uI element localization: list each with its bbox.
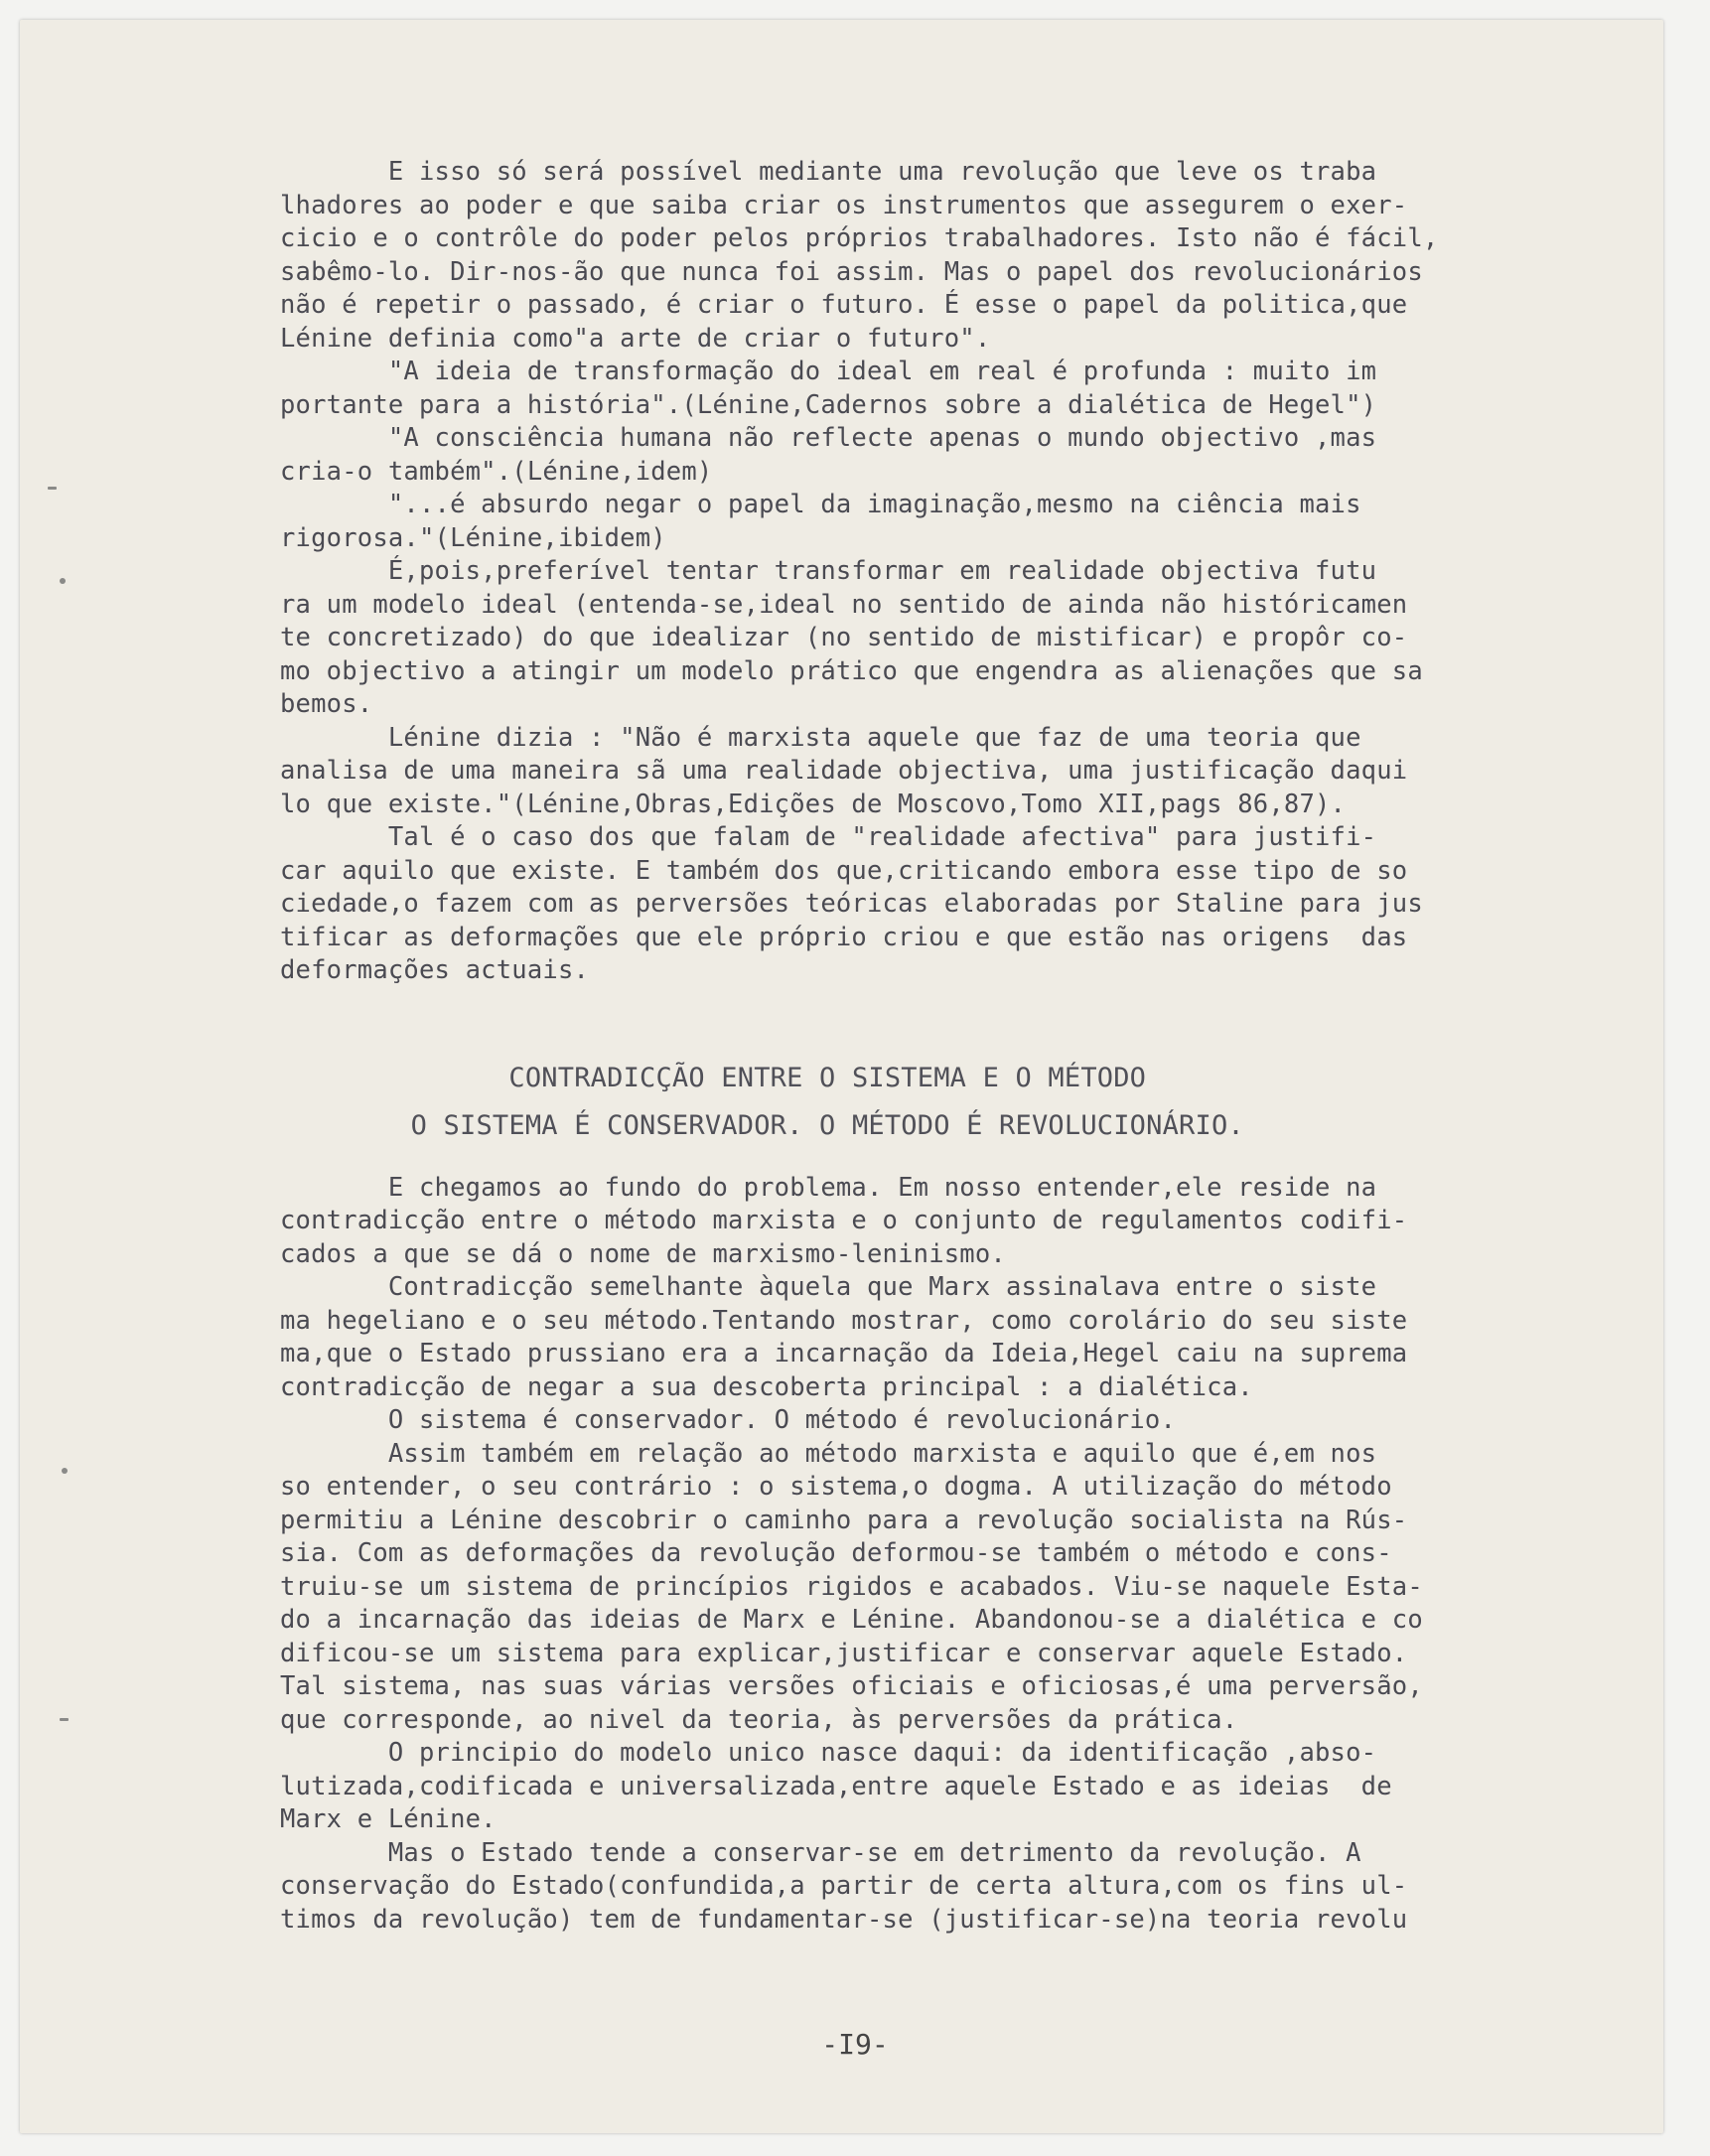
text-line: rigorosa."(Lénine,ibidem) bbox=[280, 522, 666, 553]
text-line: sia. Com as deformações da revolução deformou-se também o método e cons- bbox=[280, 1538, 1392, 1568]
spacer bbox=[280, 1021, 1611, 1055]
typed-text-body bbox=[280, 156, 1611, 1937]
text-line: E isso só será possível mediante uma revolução que leve os traba bbox=[280, 157, 1377, 187]
margin-mark bbox=[60, 1718, 69, 1721]
text-line: deformações actuais. bbox=[280, 955, 590, 985]
text-line: bemos. bbox=[280, 689, 373, 719]
margin-mark bbox=[60, 578, 66, 584]
text-line: lo que existe."(Lénine,Obras,Edições de Moscovo,Tomo XII,pags 86,87). bbox=[280, 789, 1347, 819]
text-line: conservação do Estado(confundida,a partir de certa altura,com os fins ul- bbox=[280, 1871, 1408, 1901]
text-line: permitiu a Lénine descobrir o caminho para a revolução socialista na Rús- bbox=[280, 1505, 1408, 1535]
text-line: dificou-se um sistema para explicar,justificar e conservar aquele Estado. bbox=[280, 1638, 1408, 1668]
text-line: te concretizado) do que idealizar (no sentido de mistificar) e propôr co- bbox=[280, 623, 1408, 652]
spacer bbox=[280, 988, 1611, 1022]
text-line: cicio e o contrôle do poder pelos próprios trabalhadores. Isto não é fácil, bbox=[280, 223, 1439, 253]
text-line: não é repetir o passado, é criar o futuro. É esse o papel da politica,que bbox=[280, 290, 1408, 320]
text-line: É,pois,preferível tentar transformar em realidade objectiva futu bbox=[280, 556, 1377, 586]
text-line: "A consciência humana não reflecte apenas o mundo objectivo ,mas bbox=[280, 423, 1377, 453]
paragraphs-after-heading bbox=[280, 1172, 1611, 1938]
page-number: -I9- bbox=[821, 2028, 889, 2061]
text-line: mo objectivo a atingir um modelo prático que engendra as alienações que sa bbox=[280, 655, 1423, 686]
text-line: ma hegeliano e o seu método.Tentando mostrar, como corolário do seu siste bbox=[280, 1305, 1408, 1336]
paragraphs-before-heading bbox=[280, 156, 1611, 988]
text-line: lutizada,codificada e universalizada,entre aquele Estado e as ideias de bbox=[280, 1771, 1392, 1801]
margin-mark bbox=[62, 1468, 68, 1474]
text-line: analisa de uma maneira sã uma realidade objectiva, uma justificação daqui bbox=[280, 756, 1408, 786]
text-line: Contradicção semelhante àquela que Marx assinalava entre o siste bbox=[280, 1272, 1377, 1302]
text-line: ciedade,o fazem com as perversões teóricas elaboradas por Staline para jus bbox=[280, 889, 1423, 919]
text-line: cria-o também".(Lénine,idem) bbox=[280, 456, 713, 487]
section-heading bbox=[280, 1055, 1611, 1150]
heading-line-2: O SISTEMA É CONSERVADOR. O MÉTODO É REVOLUCIONÁRIO. bbox=[280, 1109, 1244, 1141]
text-line: cados a que se dá o nome de marxismo-leninismo. bbox=[280, 1238, 1006, 1269]
text-line: O principio do modelo unico nasce daqui: da identificação ,abso- bbox=[280, 1738, 1377, 1768]
text-line: Tal sistema, nas suas várias versões oficiais e oficiosas,é uma perversão, bbox=[280, 1671, 1423, 1701]
text-line: Mas o Estado tende a conservar-se em detrimento da revolução. A bbox=[280, 1837, 1361, 1868]
text-line: so entender, o seu contrário : o sistema,o dogma. A utilização do método bbox=[280, 1472, 1392, 1502]
text-line: Assim também em relação ao método marxista e aquilo que é,em nos bbox=[280, 1438, 1377, 1469]
text-line: Lénine definia como"a arte de criar o futuro". bbox=[280, 323, 991, 354]
text-line: lhadores ao poder e que saiba criar os instrumentos que assegurem o exer- bbox=[280, 190, 1408, 220]
margin-mark bbox=[48, 487, 57, 490]
text-line: "...é absurdo negar o papel da imaginação,mesmo na ciência mais bbox=[280, 490, 1361, 519]
text-line: timos da revolução) tem de fundamentar-se (justificar-se)na teoria revolu bbox=[280, 1904, 1408, 1935]
text-line: O sistema é conservador. O método é revolucionário. bbox=[280, 1405, 1177, 1435]
text-line: car aquilo que existe. E também dos que,criticando embora esse tipo de so bbox=[280, 855, 1408, 886]
text-line: sabêmo-lo. Dir-nos-ão que nunca foi assim. Mas o papel dos revolucionários bbox=[280, 256, 1423, 287]
text-line: contradicção entre o método marxista e o conjunto de regulamentos codifi- bbox=[280, 1206, 1408, 1235]
text-line: ra um modelo ideal (entenda-se,ideal no sentido de ainda não históricamen bbox=[280, 589, 1408, 620]
text-line: portante para a história".(Lénine,Cadernos sobre a dialética de Hegel") bbox=[280, 389, 1377, 420]
spacer bbox=[280, 1150, 1611, 1172]
heading-line-1: CONTRADICÇÃO ENTRE O SISTEMA E O MÉTODO bbox=[280, 1062, 1147, 1093]
text-line: que corresponde, ao nivel da teoria, às perversões da prática. bbox=[280, 1704, 1238, 1735]
text-line: E chegamos ao fundo do problema. Em nosso entender,ele reside na bbox=[280, 1172, 1377, 1203]
text-line: Lénine dizia : "Não é marxista aquele que faz de uma teoria que bbox=[280, 722, 1361, 753]
text-line: truiu-se um sistema de princípios rigidos e acabados. Viu-se naquele Esta- bbox=[280, 1571, 1423, 1602]
text-line: tificar as deformações que ele próprio criou e que estão nas origens das bbox=[280, 922, 1408, 952]
text-line: do a incarnação das ideias de Marx e Lénine. Abandonou-se a dialética e co bbox=[280, 1605, 1423, 1635]
text-line: contradicção de negar a sua descoberta principal : a dialética. bbox=[280, 1371, 1253, 1402]
text-line: Marx e Lénine. bbox=[280, 1804, 497, 1834]
text-line: "A ideia de transformação do ideal em real é profunda : muito im bbox=[280, 357, 1377, 386]
text-line: ma,que o Estado prussiano era a incarnação da Ideia,Hegel caiu na suprema bbox=[280, 1339, 1408, 1368]
text-line: Tal é o caso dos que falam de "realidade afectiva" para justifi- bbox=[280, 822, 1377, 852]
